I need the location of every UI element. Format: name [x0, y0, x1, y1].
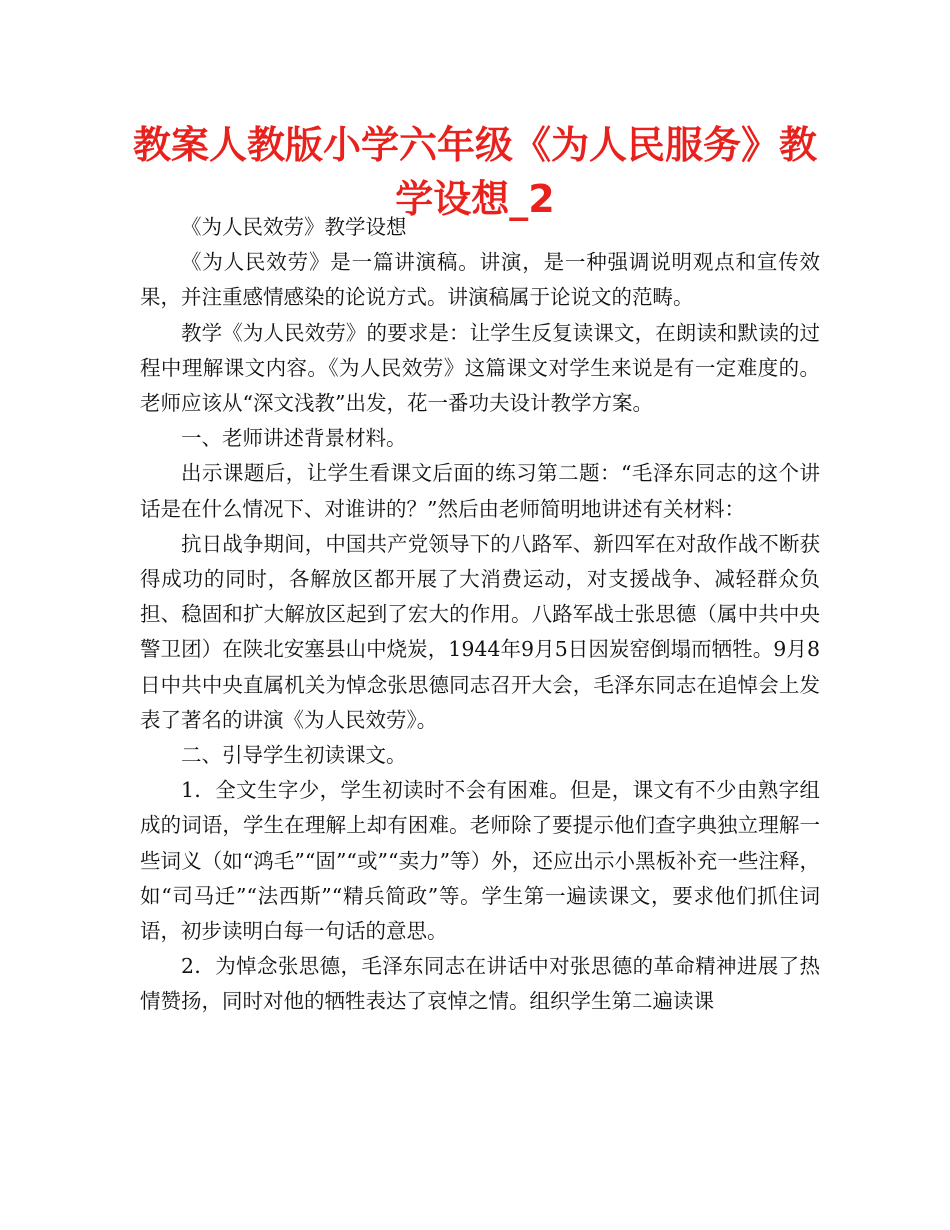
- document-body: [140, 210, 820, 1020]
- document-title: 教案人教版小学六年级《为人民服务》教学设想_2: [132, 123, 817, 221]
- section-heading: 二、引导学生初读课文。: [181, 743, 407, 768]
- paragraph: 教学《为人民效劳》的要求是：让学生反复读课文，在朗读和默读的过程中理解课文内容。《为人民效劳》这篇课文对学生来说是有一定难度的。老师应该从“深文浅教”出发，花一番功夫设计教学方案。: [140, 320, 820, 416]
- paragraph: 出示课题后，让学生看课文后面的练习第二题：“毛泽东同志的这个讲话是在什么情况下、对谁讲的？”然后由老师简明地讲述有关材料：: [140, 461, 820, 521]
- paragraph: 2．为悼念张思德，毛泽东同志在讲话中对张思德的革命精神进展了热情赞扬，同时对他的牺牲表达了哀悼之情。组织学生第二遍读课: [140, 954, 820, 1014]
- section-heading: 一、老师讲述背景材料。: [181, 426, 407, 451]
- paragraph: 《为人民效劳》是一篇讲演稿。讲演，是一种强调说明观点和宣传效果，并注重感情感染的论说方式。讲演稿属于论说文的范畴。: [140, 250, 820, 310]
- paragraph: 《为人民效劳》教学设想: [181, 215, 407, 239]
- paragraph: 抗日战争期间，中国共产党领导下的八路军、新四军在对敌作战不断获得成功的同时，各解放区都开展了大消费运动，对支援战争、减轻群众负担、稳固和扩大解放区起到了宏大的作用。八路军战士张思德（属中共中央警卫团）在陕北安塞县山中烧炭，1944年9月5日因炭窑倒塌而牺牲。9月8日中共中央直属机关为悼念张思德同志召开大会，毛泽东同志在追悼会上发表了著名的讲演《为人民效劳》。: [140, 531, 820, 732]
- paragraph: 1．全文生字少，学生初读时不会有困难。但是，课文有不少由熟字组成的词语，学生在理解上却有困难。老师除了要提示他们查字典独立理解一些词义（如“鸿毛”“固”“或”“卖力”等）外，还应出示小黑板补充一些注释，如“司马迁”“法西斯”“精兵简政”等。学生第一遍读课文，要求他们抓住词语，初步读明白每一句话的意思。: [140, 778, 820, 944]
